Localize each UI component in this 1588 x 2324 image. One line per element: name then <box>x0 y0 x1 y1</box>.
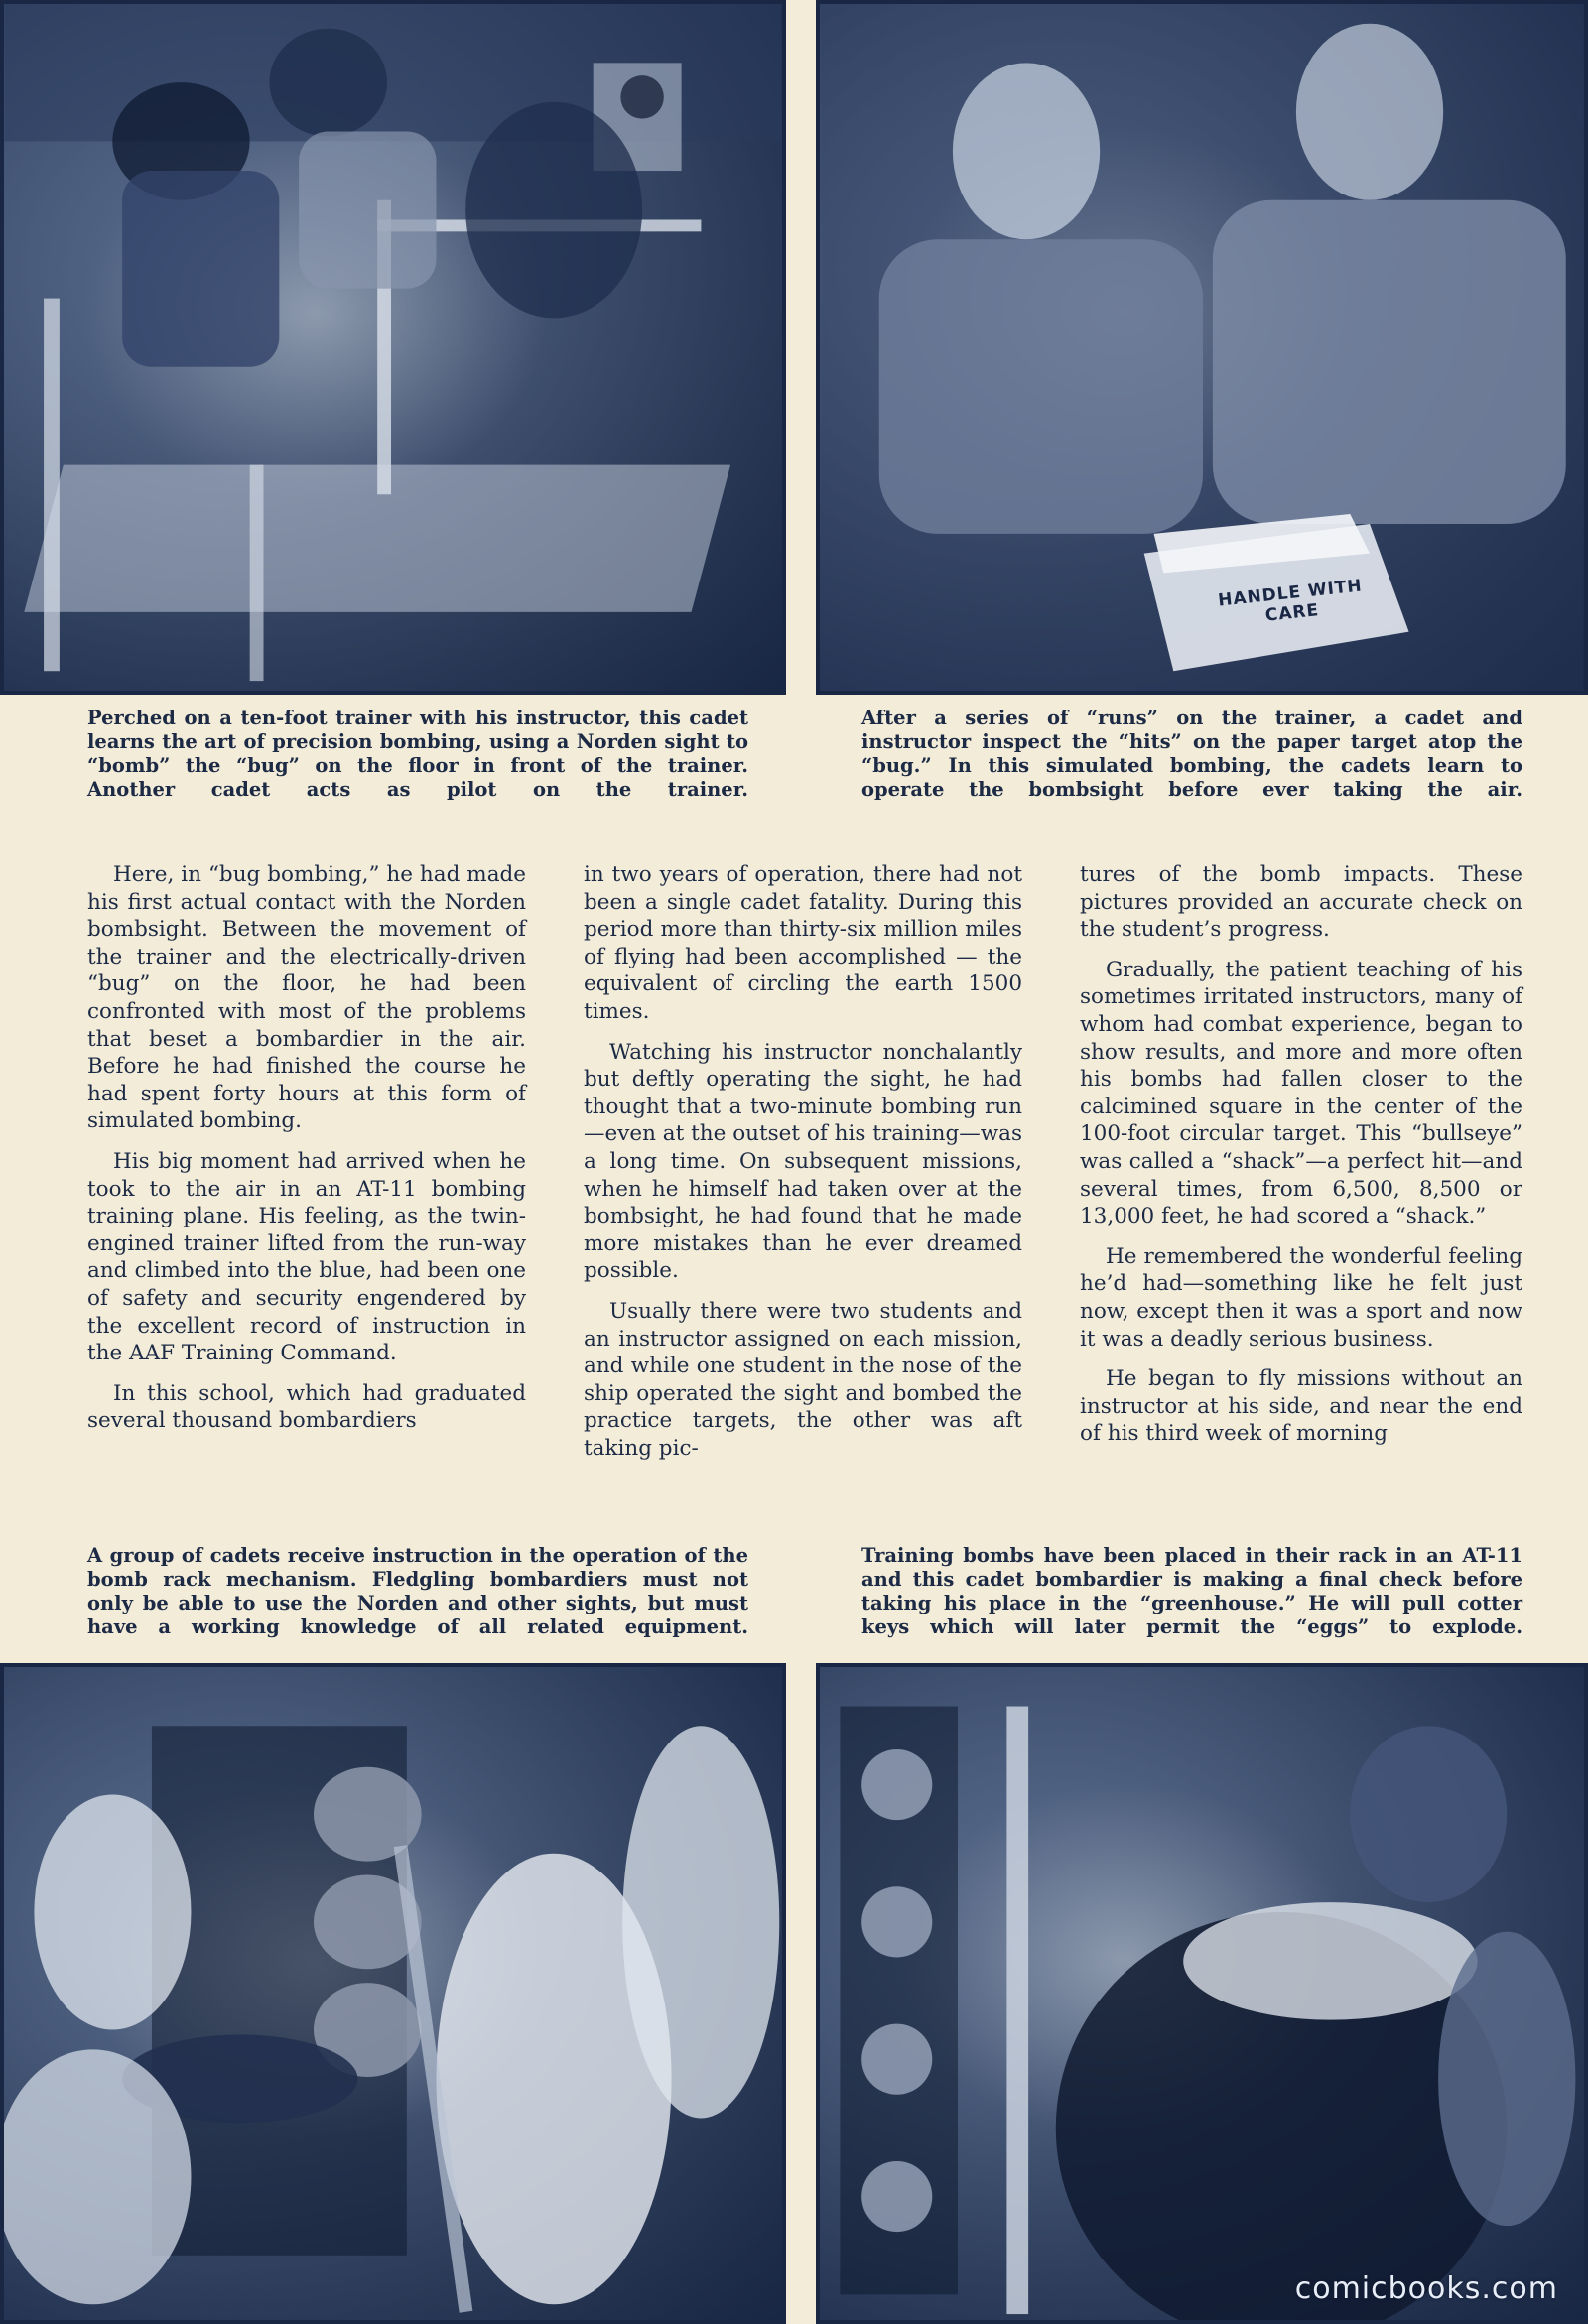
photo-bombing-trainer <box>0 0 786 695</box>
bomb-rack-illustration <box>4 1667 782 2320</box>
photo-cadet-final-check <box>816 1663 1588 2324</box>
paragraph: He began to fly missions without an instructor at his side, and near the end of his third week of morning <box>1080 1366 1522 1447</box>
inspection-illustration <box>820 4 1584 691</box>
trainer-illustration <box>4 4 782 691</box>
crate-label: HANDLE WITH CARE <box>1217 576 1364 626</box>
body-column-2 <box>584 861 1022 1475</box>
paragraph: Usually there were two students and an instructor assigned on each mission, and while one student in the nose of the ship operated the sight and bombed the practice targets, the other was aft taking pic- <box>584 1298 1022 1461</box>
paragraph: Here, in “bug bombing,” he had made his first actual contact with the Norden bombsight. Between the movement of the trainer and the electrically-driven “bug” on the floor, he had been confronted with most of the problems that beset a bombardier in the air. Before he had finished the course he had spent forty hours at this form of simulated bombing. <box>87 862 526 1134</box>
watermark: comicbooks.com <box>1294 2271 1558 2306</box>
paragraph: He remembered the wonderful feeling he’d had—something like he felt just now, except then it was a sport and now it was a deadly serious business. <box>1080 1243 1522 1352</box>
cadet-check-illustration <box>820 1667 1584 2320</box>
body-column-1 <box>87 861 526 1448</box>
caption-bottom-left: A group of cadets receive instruction in the operation of the bomb rack mechanism. Fledgling bombardiers must not only be able to use the Norden and other sights, but must have a working knowledge of all related equipment. <box>87 1544 748 1638</box>
caption-top-right: After a series of “runs” on the trainer, a cadet and instructor inspect the “hits” on the paper target atop the “bug.” In this simulated bombing, the cadets learn to operate the bombsight before ever taking the air. <box>861 707 1522 801</box>
caption-top-left: Perched on a ten-foot trainer with his instructor, this cadet learns the art of precision bombing, using a Norden sight to “bomb” the “bug” on the floor in front of the trainer. Another cadet acts as pilot on the trainer. <box>87 707 748 801</box>
paragraph: His big moment had arrived when he took to the air in an AT-11 bombing training plane. His feeling, as the twin-engined trainer lifted from the run-way and climbed into the blue, had been one of safety and security engendered by the excellent record of instruction in the AAF Training Command. <box>87 1148 526 1366</box>
paragraph: Watching his instructor nonchalantly but deftly operating the sight, he had thought that a two-minute bombing run—even at the outset of his training—was a long time. On subsequent missions, when he himself had taken over at the bombsight, he had found that he made more mistakes than he ever dreamed possible. <box>584 1039 1022 1284</box>
paragraph: Gradually, the patient teaching of his sometimes irritated instructors, many of whom had combat experience, began to show results, and more and more often his bombs had fallen closer to the calcimined square in the center of the 100-foot circular target. This “bullseye” was called a “shack”—a perfect hit—and several times, from 6,500, 8,500 or 13,000 feet, he had scored a “shack.” <box>1080 957 1522 1229</box>
caption-bottom-right: Training bombs have been placed in their rack in an AT-11 and this cadet bombardier is making a final check before taking his place in the “greenhouse.” He will pull cotter keys which will later permit the “eggs” to explode. <box>861 1544 1522 1638</box>
paragraph: In this school, which had graduated several thousand bombardiers <box>87 1380 526 1434</box>
photo-bomb-rack-instruction <box>0 1663 786 2324</box>
paragraph: in two years of operation, there had not been a single cadet fatality. During this period more than thirty-six million miles of flying had been accomplished — the equivalent of circling the earth 1500 times. <box>584 862 1022 1024</box>
body-column-3 <box>1080 861 1522 1461</box>
photo-target-inspection <box>816 0 1588 695</box>
paragraph: tures of the bomb impacts. These pictures provided an accurate check on the student’s progress. <box>1080 862 1522 943</box>
